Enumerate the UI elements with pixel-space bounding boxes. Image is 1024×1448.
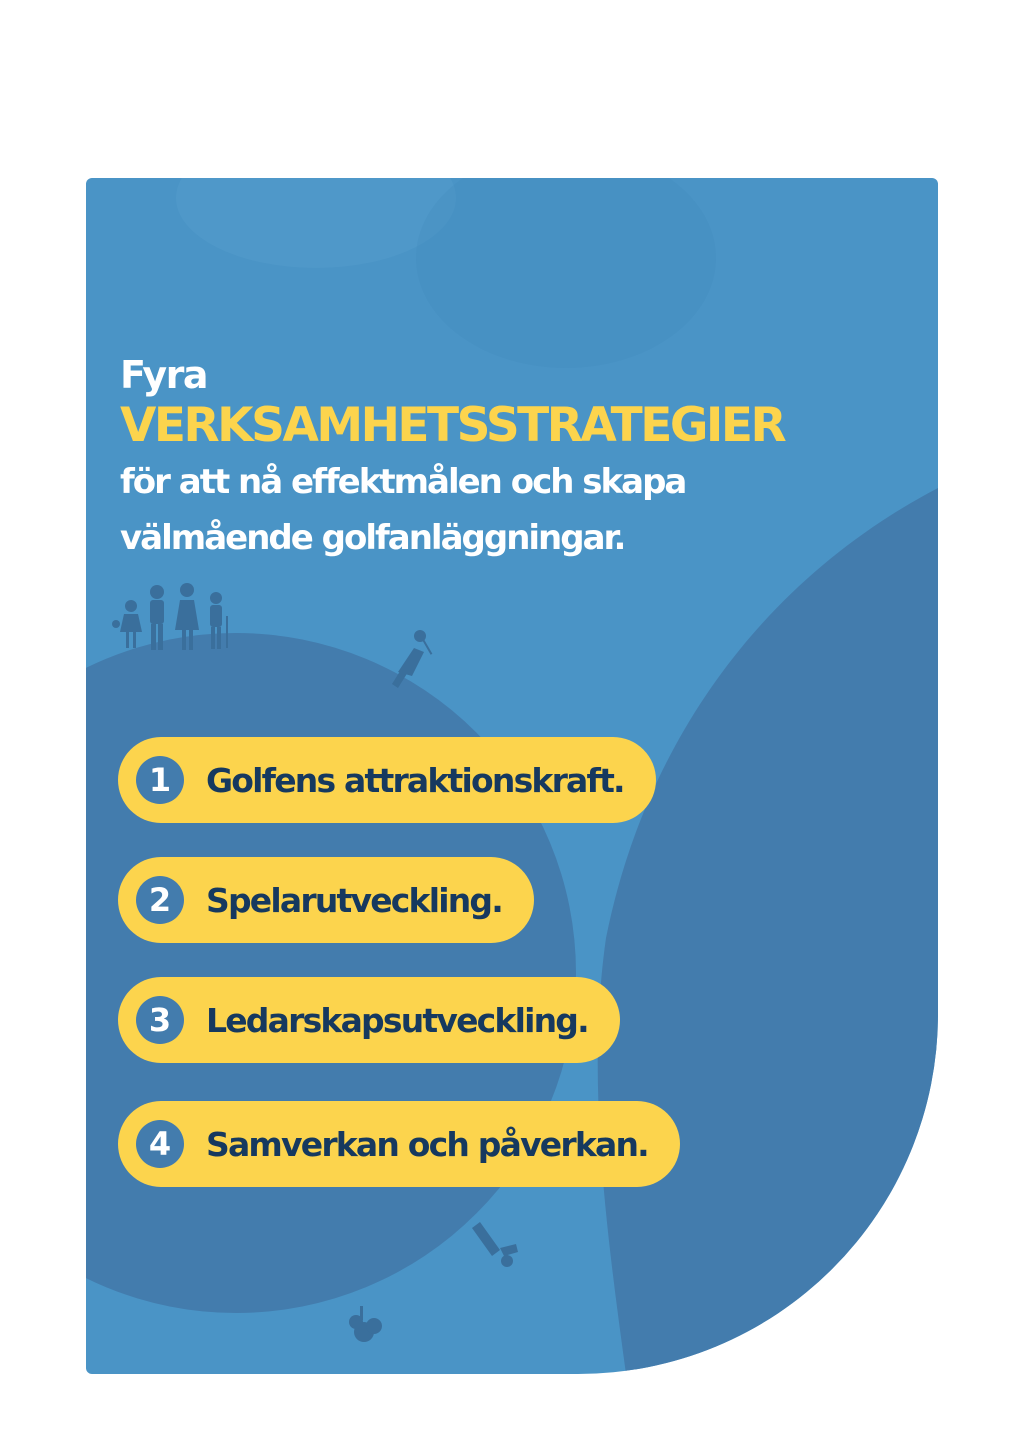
- strategy-number-2: 2: [136, 876, 184, 924]
- strategy-item-3: [118, 977, 620, 1063]
- family-icon: [112, 583, 228, 650]
- strategy-number-3: 3: [136, 996, 184, 1044]
- golfer-icon: [392, 630, 432, 688]
- swimmer-icon: [472, 1222, 518, 1267]
- strategy-item-2: [118, 857, 534, 943]
- heading-block: [120, 352, 784, 566]
- heading-line-fyra: Fyra: [120, 353, 208, 397]
- strategy-label-4: Samverkan och påverkan.: [206, 1124, 648, 1164]
- strategy-label-2: Spelarutveckling.: [206, 880, 502, 920]
- strategy-number-1: 1: [136, 756, 184, 804]
- heading-subtitle-line1: för att nå effektmålen och skapa: [120, 462, 686, 502]
- strategy-number-4: 4: [136, 1120, 184, 1168]
- strategy-item-1: [118, 737, 656, 823]
- flower-icon: [349, 1306, 382, 1342]
- strategy-label-1: Golfens attraktionskraft.: [206, 760, 624, 800]
- strategy-label-3: Ledarskapsutveckling.: [206, 1000, 588, 1040]
- strategy-item-4: [118, 1101, 680, 1187]
- heading-subtitle-line2: välmående golfanläggningar.: [120, 518, 625, 558]
- heading-title: VERKSAMHETSSTRATEGIER: [120, 398, 785, 453]
